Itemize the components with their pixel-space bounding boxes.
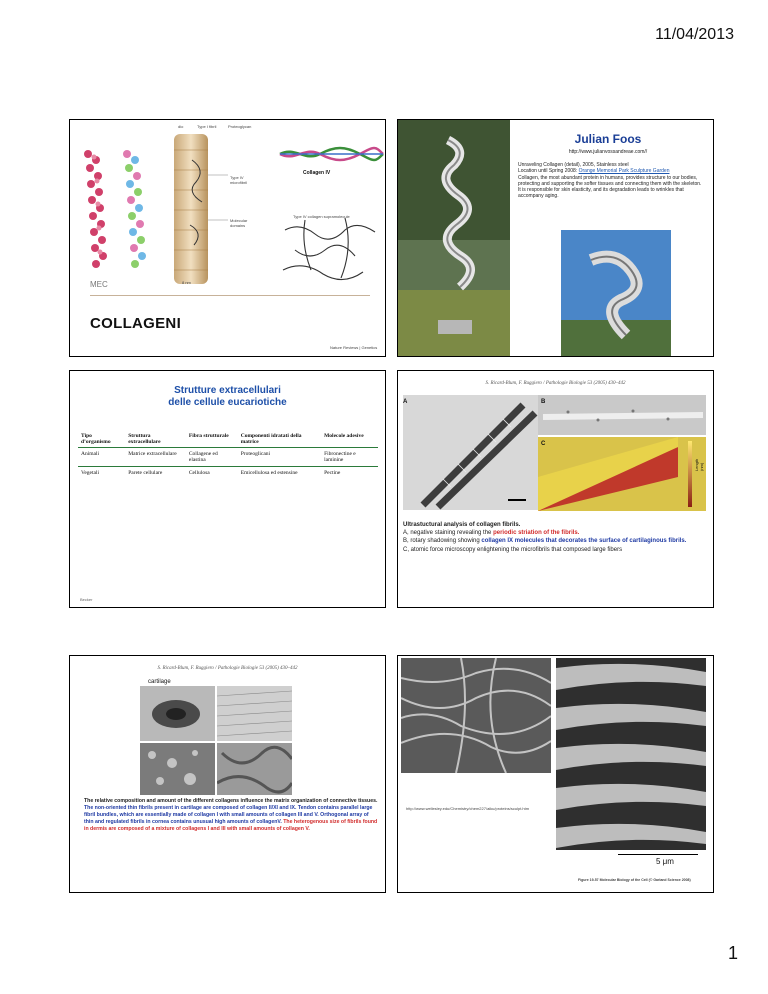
cartilage-label: cartilage xyxy=(148,679,171,685)
page-number: 1 xyxy=(727,943,738,963)
caption-b-highlight: collagen IX molecules that decorates the surface of cartilaginous fibrils. xyxy=(481,538,687,545)
artwork-title-line: Unraveling Collagen (detail), 2005, Stainless steel xyxy=(518,162,629,168)
collagen-iv-network-figure xyxy=(275,200,385,300)
table-cell: Fibronectine e laminine xyxy=(321,448,378,467)
table-cell: Matrice extracellulare xyxy=(125,448,186,467)
caption-heading: Ultrastuctural analysis of collagen fibrils. xyxy=(403,522,521,528)
source-url[interactable]: http://www.wellesley.edu/Chemistry/chem227/aiku/proteins/sculpt.htm xyxy=(406,806,530,811)
caption-blue: The non-oriented thin fibrils present in cartilage are composed of collagen II/XI and IX. Tendon contains parallel large fibril bundles, which are essentially made of collagen I with small amounts of collagen III and V. Orthogonal array of thin and regulated fibrils in cornea contains unusual high amounts of collagenV. xyxy=(84,804,373,825)
cornea-em-image xyxy=(217,686,292,741)
slide-collageni xyxy=(69,119,386,357)
section-label-mec: MEC xyxy=(90,280,108,289)
fig-credit: Nature Reviews | Genetics xyxy=(330,345,378,350)
artwork-description xyxy=(518,162,703,200)
caption-intro: The relative composition and amount of the different collagens influence the matrix organization of connective tissues. xyxy=(84,798,378,804)
scale-label: 5 μm xyxy=(656,857,674,866)
table-cell: Collagene ed elastina xyxy=(186,448,238,467)
dermis-em-image xyxy=(217,743,292,795)
table-row xyxy=(78,467,378,480)
table-row xyxy=(78,448,378,467)
header-date: 11/04/2013 xyxy=(655,26,734,43)
afm-length-label: Length (nm) xyxy=(694,458,704,471)
fig-label-network: Type IV collagen supramolecule xyxy=(293,214,350,219)
slide-julian-foos xyxy=(397,119,714,357)
panel-label-c: C xyxy=(541,441,546,447)
table-cell: Parete cellulare xyxy=(125,467,186,480)
collagen-iv-molecule-figure xyxy=(275,144,385,164)
caption-red: The heterogenous size of fibrils found in dermis are composed of a mixture of collagens I and III with small amounts of collagen V. xyxy=(84,818,378,832)
analysis-caption xyxy=(403,521,708,554)
panel-label-b: B xyxy=(541,399,546,405)
th-componenti: Componenti idratati della matrice xyxy=(240,433,302,445)
table-header-row xyxy=(78,431,378,448)
atomic-force-image xyxy=(538,437,706,511)
slide-title-collageni: COLLAGENI xyxy=(90,315,182,332)
table-cell: Animali xyxy=(78,448,125,467)
table-cell: Cellulosa xyxy=(186,467,238,480)
caption-b-prefix: B, rotary shadowing showing xyxy=(403,538,482,545)
fig-label-proteoglycan: Proteoglycan xyxy=(228,124,252,129)
sculpture-photo-sky xyxy=(561,230,671,356)
negative-staining-image xyxy=(403,395,538,510)
citation: S. Ricard-Blum, F. Ruggiero / Pathologie Biologie 53 (2005) 430–442 xyxy=(157,666,298,671)
caption-a-prefix: A, negative staining revealing the xyxy=(403,530,494,537)
source-label: Becker xyxy=(80,597,93,602)
artwork-body: Collagen, the most abundant protein in humans, provides structure to our bodies, protecting and supporting the softer tissues and connecting them with the skeleton. It is responsible for skin elasticity, and its degradation leads to wrinkles that accompany aging. xyxy=(518,174,702,200)
sculpture-photo-outdoor xyxy=(398,120,510,356)
tendon-em-image xyxy=(140,743,215,795)
fig-label-type-i-fibril: Type I fibril xyxy=(197,124,217,129)
scale-bar xyxy=(618,854,698,855)
slide-title xyxy=(120,385,335,409)
slide-ultrastructural-analysis xyxy=(397,370,714,608)
fig-label-dio: dio xyxy=(178,124,184,129)
caption-b xyxy=(403,537,708,545)
table-cell: Vegetali xyxy=(78,467,125,480)
title-line-2: delle cellule eucariotiche xyxy=(168,397,287,408)
triple-helix-colored-figure xyxy=(115,146,155,276)
table-cell: Emicellulosa ed estensine xyxy=(238,467,321,480)
caption-a xyxy=(403,529,708,537)
location-prefix: Location until Spring 2008: xyxy=(518,168,579,175)
table-cell: Pectine xyxy=(321,467,378,480)
th-molecole: Molecole adesive xyxy=(324,433,364,439)
caption-a-highlight: periodic striation of the fibrils. xyxy=(493,530,580,537)
composition-caption xyxy=(84,798,379,833)
table-cell: Proteoglicani xyxy=(238,448,321,467)
cartilage-em-image xyxy=(140,686,215,741)
title-line-1: Strutture extracellulari xyxy=(174,385,281,396)
th-struttura: Struttura extracellulare xyxy=(128,433,161,445)
th-tipo: Tipo d’organismo xyxy=(81,433,111,445)
fig-label-molecular: Molecular domains xyxy=(230,218,248,228)
triple-helix-spacefill-figure xyxy=(78,146,118,276)
extracellular-table xyxy=(78,431,378,479)
th-fibra: Fibra strutturale xyxy=(188,433,229,439)
separator-line xyxy=(90,295,370,296)
collagen-fibril-figure xyxy=(170,130,230,295)
slide-strutture-extracellulari xyxy=(69,370,386,608)
fig-label-collagen-iv: Collagen IV xyxy=(303,170,331,176)
collagen-fibers-sem-image xyxy=(401,658,551,773)
panel-label-a: A xyxy=(403,399,408,405)
slide-collagen-composition xyxy=(69,655,386,893)
fig-label-type-iv: Type IV microfibril xyxy=(230,175,248,185)
caption-c: C, atomic force microscopy enlightening the microfibrils that composed large fibers xyxy=(403,546,623,553)
artist-url[interactable]: http://www.julianvossandreae.com// xyxy=(568,149,648,155)
slide-collagen-sem xyxy=(397,655,714,893)
collagen-layers-em-image xyxy=(556,658,706,850)
slide-title-julian-foos: Julian Foos xyxy=(574,132,642,146)
figure-credit: Figure 19-57 Molecular Biology of the Cell (© Garland Science 2008) xyxy=(578,878,691,882)
fig-label-8nm: 8 nm xyxy=(182,280,191,285)
rotary-shadowing-image xyxy=(538,395,706,435)
citation: S. Ricard-Blum, F. Ruggiero / Pathologie Biologie 53 (2005) 430–442 xyxy=(485,381,626,386)
sculpture-garden-link[interactable]: Orange Memorial Park Sculpture Garden xyxy=(578,168,670,175)
